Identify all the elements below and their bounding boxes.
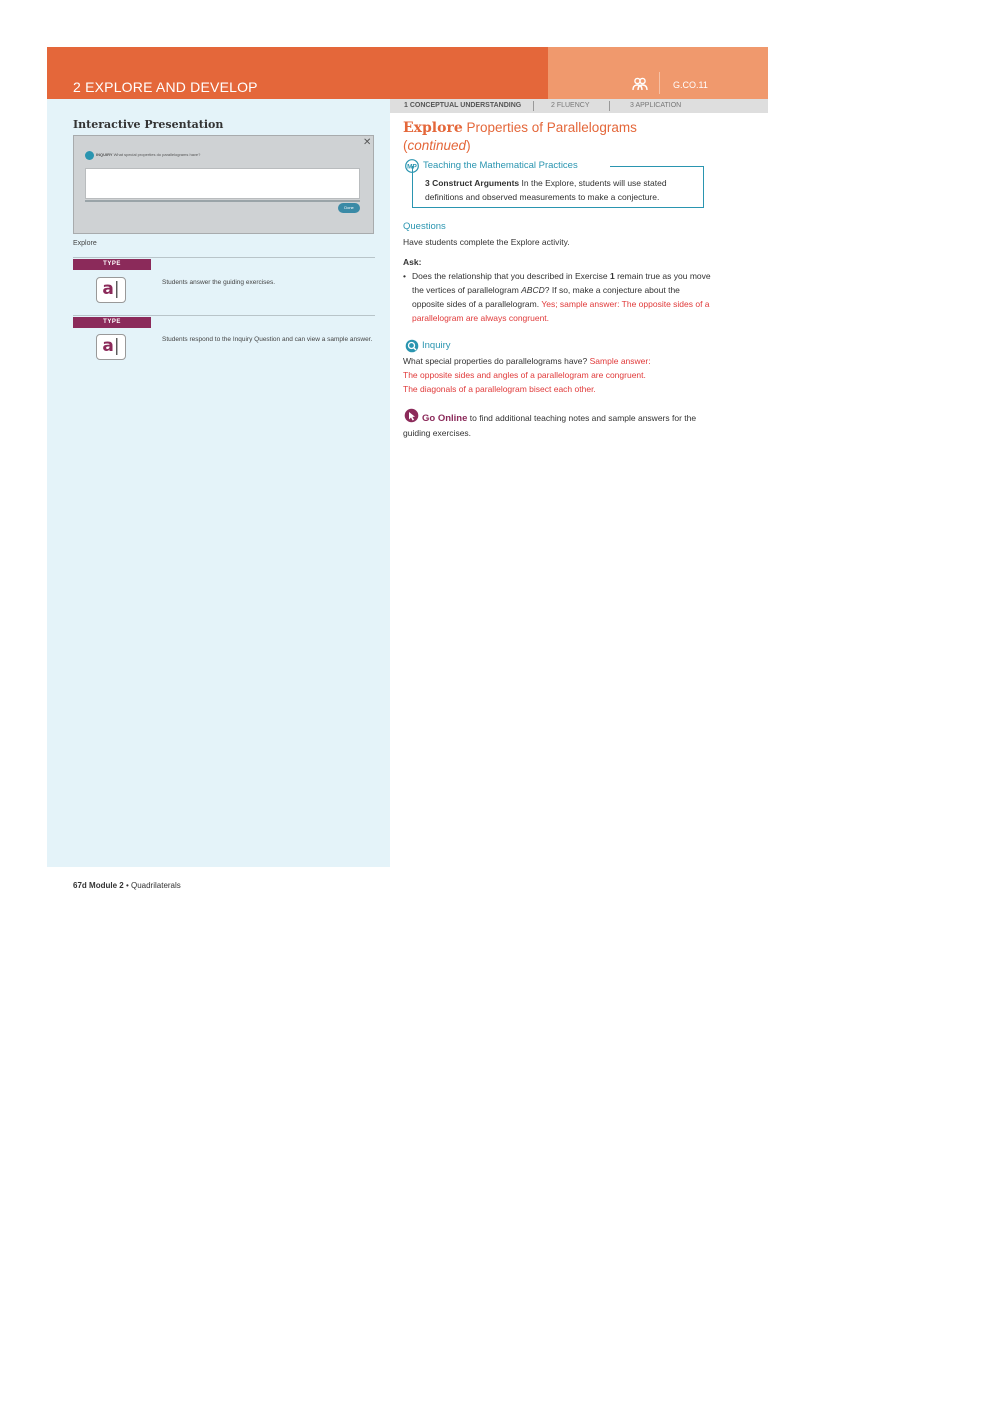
inquiry-body: What special properties do parallelograms have? Sample answer: The opposite sides and angles of a parallelogram are congruent. The diagonals of a parallelogram bisect each other. [403, 356, 651, 394]
answer-textbox[interactable] [85, 168, 360, 199]
inquiry-icon [405, 339, 419, 353]
divider [73, 315, 375, 316]
go-online-text: Go Online to find additional teaching notes and sample answers for the guiding exercises. [403, 413, 697, 438]
type-description: Students answer the guiding exercises. [162, 279, 276, 286]
type-description: Students respond to the Inquiry Question and can view a sample answer. [162, 336, 373, 343]
inquiry-icon [85, 151, 94, 160]
tab-divider [533, 101, 534, 111]
tab-conceptual-understanding: 1 CONCEPTUAL UNDERSTANDING [404, 102, 522, 109]
page-footer: 67d Module 2 • Quadrilaterals [73, 881, 181, 890]
close-icon[interactable]: ✕ [363, 137, 372, 148]
questions-intro: Have students complete the Explore activity. [403, 237, 570, 247]
mp-text: 3 Construct Arguments In the Explore, students will use stated definitions and observed measurements to make a conjecture. [425, 178, 667, 202]
screenshot-caption: Explore [73, 240, 97, 247]
explore-heading: Explore Properties of Parallelograms (continued) [403, 120, 637, 153]
header-divider [659, 72, 660, 94]
textbox-underline [85, 200, 360, 202]
questions-heading: Questions [403, 221, 446, 232]
type-icon: a| [96, 277, 126, 303]
inquiry-question-small: INQUIRY What special properties do parallelograms have? [96, 152, 201, 157]
standard-code: G.CO.11 [673, 80, 708, 90]
ask-bullet: • Does the relationship that you described in Exercise 1 remain true as you move the vertices of parallelogram ABCD? If so, make a conjecture about the opposite sides of a parallelogram. Yes; sample answer: The opposite sides of a parallelogram are always congruent. [403, 271, 711, 323]
interactive-presentation-title: Interactive Presentation [73, 118, 224, 131]
section-title: 2 EXPLORE AND DEVELOP [73, 79, 258, 95]
divider [73, 257, 375, 258]
tab-application: 3 APPLICATION [630, 102, 682, 109]
type-label: TYPE [73, 317, 151, 328]
type-icon: a| [96, 334, 126, 360]
group-icon [632, 76, 648, 92]
svg-text:MP: MP [407, 163, 417, 171]
ask-label: Ask: [403, 257, 422, 267]
mp-title: Teaching the Mathematical Practices [423, 160, 578, 171]
tab-fluency: 2 FLUENCY [551, 102, 590, 109]
done-button[interactable]: Done [338, 203, 360, 213]
header-bar-right [548, 47, 768, 99]
inquiry-heading: Inquiry [422, 340, 451, 351]
type-label: TYPE [73, 259, 151, 270]
tab-divider [609, 101, 610, 111]
